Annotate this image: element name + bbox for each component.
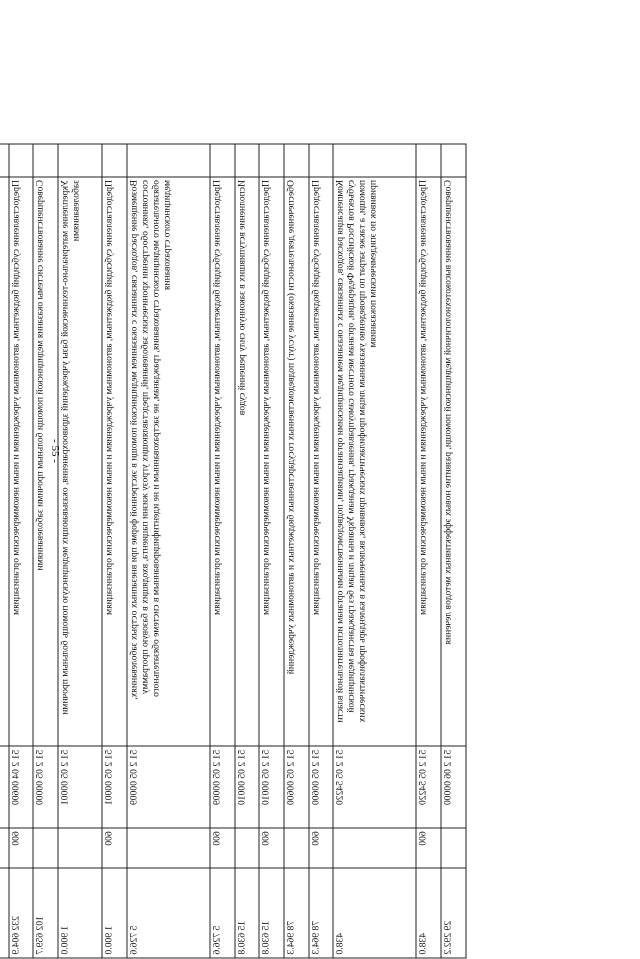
cell-code: 51 2 05 54220: [333, 746, 416, 827]
cell-code: [0, 746, 9, 827]
cell-num: [441, 144, 466, 177]
cell-code: 51 2 05 00009: [127, 746, 210, 827]
cell-sum: 1 900.0: [58, 868, 102, 958]
cell-num: [284, 144, 309, 177]
cell-sum: 438.0: [416, 868, 441, 958]
cell-name: Предоставление субсидий бюджетным, автономным учреждениям и иным некоммерческим организациям: [309, 177, 334, 747]
cell-num: [416, 144, 441, 177]
cell-vid: [333, 828, 416, 869]
cell-sum: 15 630.8: [259, 868, 284, 958]
cell-code: 51 2 05 00001: [58, 746, 102, 827]
cell-name: Совершенствование системы оказания медицинской помощи больным прочими заболеваниями: [33, 177, 58, 747]
cell-sum: 5 726.6: [210, 868, 235, 958]
cell-sum: 78 964.3: [284, 868, 309, 958]
cell-sum: 5 726.6: [127, 868, 210, 958]
cell-vid: [127, 828, 210, 869]
table-row: [235, 144, 260, 958]
table-row: [333, 144, 416, 958]
table-row: [0, 144, 9, 958]
cell-sum: [0, 868, 9, 958]
cell-name: Исполнение вступивших в законную силу решений судов: [235, 177, 260, 747]
cell-name: Предоставление субсидий бюджетным, автономным учреждениям и иным некоммерческим организациям: [9, 177, 34, 747]
table-row: [210, 144, 235, 958]
cell-sum: 29 292.2: [441, 868, 466, 958]
cell-sum: 438.0: [333, 868, 416, 958]
budget-table: [0, 144, 467, 959]
cell-name: Возмещение расходов, связанных с оказанием медицинской помощи в экстренной форме при внезапных острых заболеваниях, состояниях, обострении хронических заболеваний, представляющих угрозу жизни пациента, входящих в базовую программу обязательного медицинского страхования, гражданам, не застрахованным и не идентифицированным в системе обязательного медицинского страхования: [127, 177, 210, 747]
cell-sum: 1 900.0: [102, 868, 127, 958]
cell-num: [9, 144, 34, 177]
cell-vid: 600: [102, 828, 127, 869]
cell-sum: 232 604.9: [9, 868, 34, 958]
cell-name: Компенсация расходов, связанных с оказанием медицинскими организациями, подведомственными органам исполнительной власти субъектов Российской Федерации, органам местного самоуправления, гражданам Украины и лицам без гражданства медицинской помощи, а также затрат по проведению указанным лицам профилактических прививок, включенных в календарь профилактических прививок по эпидемическим показаниям: [333, 177, 416, 747]
cell-name: Обеспечение деятельности (оказание услуг) подведомственных государственных бюджетных и автономных учреждений: [284, 177, 309, 747]
cell-name: [0, 177, 9, 747]
cell-num: [333, 144, 416, 177]
table-row: [33, 144, 58, 958]
table-row: [259, 144, 284, 958]
cell-num: [210, 144, 235, 177]
table-row: [58, 144, 102, 958]
table-row: [102, 144, 127, 958]
cell-num: [259, 144, 284, 177]
page-number: - 55 -: [48, 439, 61, 463]
cell-code: 51 2 04 00600: [9, 746, 34, 827]
cell-code: 51 2 05 00010: [259, 746, 284, 827]
table-body: [0, 144, 466, 958]
cell-code: 51 2 05 00600: [284, 746, 309, 827]
cell-name: Совершенствование высокотехнологичной медицинской помощи, развитие новых эффективных методов лечения: [441, 177, 466, 747]
cell-vid: [0, 828, 9, 869]
cell-sum: 15 630.8: [235, 868, 260, 958]
cell-vid: 600: [210, 828, 235, 869]
table-row: [9, 144, 34, 958]
cell-num: [235, 144, 260, 177]
cell-vid: 600: [9, 828, 34, 869]
cell-code: 51 2 05 00000: [33, 746, 58, 827]
cell-code: 51 2 05 00009: [210, 746, 235, 827]
cell-vid: [58, 828, 102, 869]
table-row: [441, 144, 466, 958]
cell-vid: [235, 828, 260, 869]
cell-code: 51 2 05 00010: [235, 746, 260, 827]
cell-sum: 78 964.3: [309, 868, 334, 958]
cell-vid: 600: [309, 828, 334, 869]
cell-vid: 600: [416, 828, 441, 869]
cell-vid: 600: [259, 828, 284, 869]
cell-vid: [33, 828, 58, 869]
table-row: [416, 144, 441, 958]
cell-name: Предоставление субсидий бюджетным, автономным учреждениям и иным некоммерческим организациям: [102, 177, 127, 747]
cell-name: Предоставление субсидий бюджетным, автономным учреждениям и иным некоммерческим организациям: [210, 177, 235, 747]
cell-num: [102, 144, 127, 177]
cell-code: 51 2 05 00600: [309, 746, 334, 827]
table-row: [309, 144, 334, 958]
cell-num: [33, 144, 58, 177]
cell-vid: [284, 828, 309, 869]
cell-num: [127, 144, 210, 177]
rotated-table-container: [0, 144, 467, 959]
cell-sum: 102 659.7: [33, 868, 58, 958]
cell-code: 51 2 05 00001: [102, 746, 127, 827]
cell-name: Предоставление субсидий бюджетным, автономным учреждениям и иным некоммерческим организациям: [416, 177, 441, 747]
table-row: [284, 144, 309, 958]
cell-num: [0, 144, 9, 177]
cell-code: 51 2 06 00000: [441, 746, 466, 827]
cell-num: [309, 144, 334, 177]
table-row: [127, 144, 210, 958]
cell-name: Предоставление субсидий бюджетным, автономным учреждениям и иным некоммерческим организациям: [259, 177, 284, 747]
cell-vid: [441, 828, 466, 869]
cell-num: [58, 144, 102, 177]
cell-name: Укрепление материально-технической базы учреждений здравоохранения, оказывающих медицинскую помощь больным прочими заболеваниями: [58, 177, 102, 747]
cell-code: 51 2 05 54220: [416, 746, 441, 827]
